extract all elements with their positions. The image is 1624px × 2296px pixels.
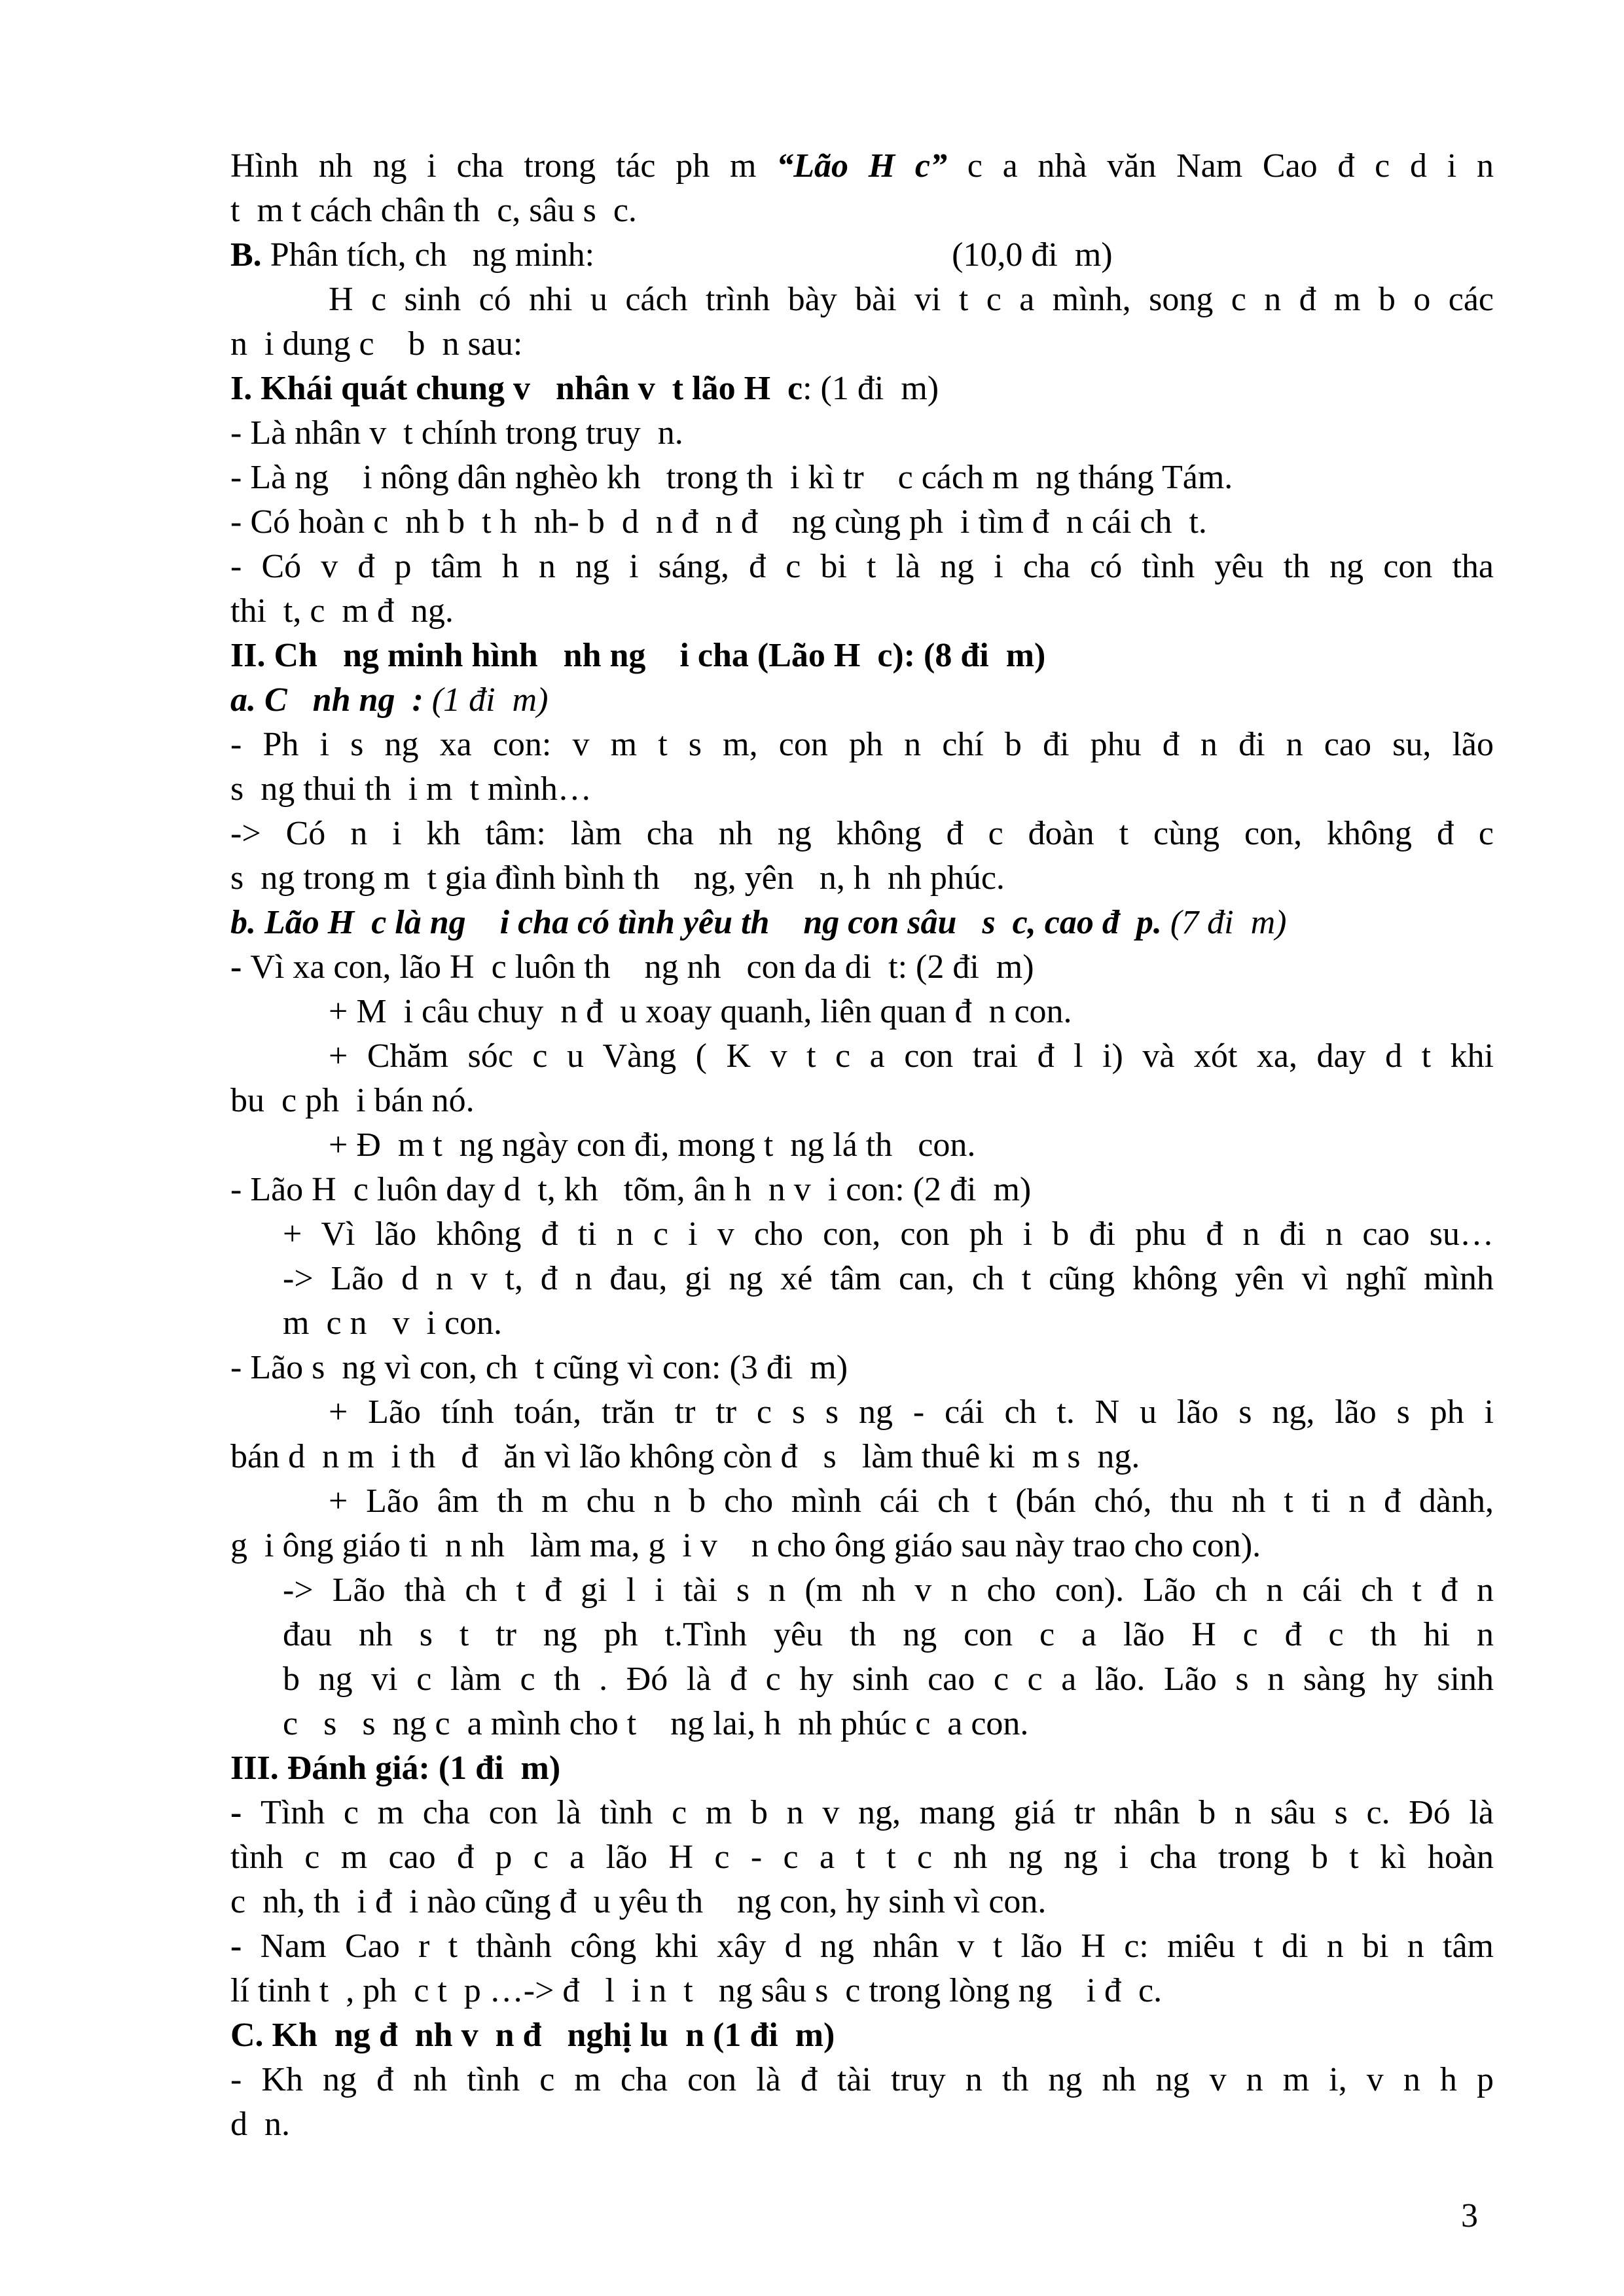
- text-line: [230, 767, 1494, 812]
- text-run: c nh, th i đ i nào cũng đ u yêu th ng con, hy sinh vì con.: [230, 1883, 1047, 1920]
- text-run: -> Lão thà ch t đ gi l i tài s n (m nh v n cho con). Lão ch n cái ch t đ n: [283, 1571, 1494, 1609]
- text-line: [230, 456, 1494, 500]
- text-run: b ng vi c làm c th . Đó là đ c hy sinh cao c c a lão. Lão s n sàng hy sinh: [283, 1660, 1494, 1698]
- text-run: d n.: [230, 2106, 290, 2143]
- text-line: [230, 1702, 1494, 1746]
- text-run: I. Khái quát chung v nhân v t lão H c: [230, 370, 803, 407]
- text-run: Tình c m cha con là tình c m b n v ng, mang giá tr nhân b n sâu s c. Đó là: [261, 1794, 1494, 1831]
- text-line: [230, 1613, 1494, 1657]
- text-run: s ng thui th i m t mình…: [230, 770, 592, 808]
- text-run: H c sinh có nhi u cách trình bày bài vi t c a mình, song c n đ m b o các: [329, 281, 1494, 318]
- text-run: + Chăm sóc c u Vàng ( K v t c a con trai đ l i) và xót xa, day d t khi: [329, 1037, 1494, 1075]
- text-run: a. C nh ng :: [230, 681, 432, 719]
- text-line: [230, 188, 1494, 233]
- text-line: [230, 233, 1494, 278]
- text-line: [230, 990, 1494, 1034]
- text-run: + Đ m t ng ngày con đi, mong t ng lá th con.: [329, 1126, 976, 1164]
- text-run: m c n v i con.: [283, 1304, 503, 1342]
- page-number: 3: [1461, 2197, 1478, 2234]
- text-run: -: [230, 1928, 261, 1965]
- text-run: - Có v đ p tâm h n ng i sáng, đ c bi t là ng i cha có tình yêu th ng con tha: [230, 548, 1494, 585]
- text-run: Phân tích, ch ng minh: (10,0 đi m): [261, 236, 1113, 274]
- text-run: g i ông giáo ti n nh làm ma, g i v n cho ông giáo sau này trao cho con).: [230, 1527, 1261, 1564]
- text-run: Vì xa con, lão H c luôn th ng nh con da di t: (2 đi m): [250, 948, 1034, 986]
- text-run: - Lão s ng vì con, ch t cũng vì con: (3 đi m): [230, 1349, 848, 1386]
- text-line: [230, 1479, 1494, 1524]
- text-line: [230, 723, 1494, 767]
- text-run: -: [230, 1794, 261, 1831]
- text-run: tình c m cao đ p c a lão H c - c a t t c nh ng ng i cha trong b t kì hoàn: [230, 1839, 1494, 1876]
- text-run: s ng trong m t gia đình bình th ng, yên n, h nh phúc.: [230, 859, 1005, 897]
- text-run: + Lão âm th m chu n b cho mình cái ch t (bán chó, thu nh t ti n đ dành,: [329, 1482, 1494, 1520]
- text-line: [230, 856, 1494, 901]
- text-line: [230, 1079, 1494, 1123]
- text-line: [230, 1346, 1494, 1390]
- text-run: + M i câu chuy n đ u xoay quanh, liên quan đ n con.: [329, 993, 1072, 1030]
- text-run: Nam Cao r t thành công khi xây d ng nhân v t lão H c: miêu t di n bi n tâm: [260, 1928, 1494, 1965]
- text-line: [230, 1524, 1494, 1568]
- text-line: [230, 1034, 1494, 1079]
- text-line: [230, 1657, 1494, 1702]
- text-run: - Có hoàn c nh b t h nh- b d n đ n đ ng cùng ph i tìm đ n cái ch t.: [230, 503, 1207, 541]
- text-run: : (1 đi m): [803, 370, 939, 407]
- text-run: Hình nh ng i cha trong tác ph m: [230, 147, 777, 185]
- text-run: đau nh s t tr ng ph t.Tình yêu th ng con c a lão H c đ c th hi n: [283, 1616, 1494, 1653]
- text-run: + Lão tính toán, trăn tr tr c s s ng - cái ch t. N u lão s ng, lão s ph i: [329, 1393, 1494, 1431]
- text-run: + Vì lão không đ ti n c i v cho con, con ph i b đi phu đ n đi n cao su…: [283, 1215, 1494, 1253]
- text-run: c s s ng c a mình cho t ng lai, h nh phúc c a con.: [283, 1705, 1029, 1742]
- text-run: - Kh ng đ nh tình c m cha con là đ tài truy n th ng nh ng v n m i, v n h p: [230, 2061, 1494, 2098]
- text-line: [230, 1880, 1494, 1924]
- text-line: [230, 945, 1494, 990]
- text-line: [230, 812, 1494, 856]
- text-line: [230, 1212, 1494, 1257]
- text-run: (1 đi m): [431, 681, 549, 719]
- text-line: [230, 545, 1494, 589]
- text-run: b. Lão H c là ng i cha có tình yêu th ng con sâu s c, cao đ p.: [230, 904, 1170, 941]
- text-line: [230, 411, 1494, 456]
- text-line: [230, 1568, 1494, 1613]
- text-line: [230, 1301, 1494, 1346]
- text-run: II. Ch ng minh hình nh ng i cha (Lão H c): (8 đi m): [230, 637, 1046, 674]
- text-run: n i dung c b n sau:: [230, 325, 523, 363]
- text-run: lí tinh t , ph c t p …-> đ l i n t ng sâu s c trong lòng ng i đ c.: [230, 1972, 1163, 2009]
- text-run: -> Lão d n v t, đ n đau, gi ng xé tâm can, ch t cũng không yên vì nghĩ mình: [283, 1260, 1494, 1297]
- text-line: [230, 322, 1494, 367]
- text-line: [230, 1390, 1494, 1435]
- text-line: [230, 1924, 1494, 1969]
- text-run: - Lão H c luôn day d t, kh tõm, ân h n v i con: (2 đi m): [230, 1171, 1032, 1208]
- text-run: c a nhà văn Nam Cao đ c d i n: [947, 147, 1494, 185]
- text-line: [230, 1746, 1494, 1791]
- text-run: - Là ng i nông dân nghèo kh trong th i kì tr c cách m ng tháng Tám.: [230, 459, 1233, 496]
- text-run: - Ph i s ng xa con: v m t s m, con ph n chí b đi phu đ n đi n cao su, lão: [230, 726, 1494, 763]
- text-line: [230, 589, 1494, 634]
- text-line: [230, 678, 1494, 723]
- text-run: - Là nhân v t chính trong truy n.: [230, 414, 683, 452]
- text-line: [230, 1791, 1494, 1835]
- text-run: -> Có n i kh tâm: làm cha nh ng không đ c đoàn t cùng con, không đ c: [230, 815, 1494, 852]
- text-line: [230, 1257, 1494, 1301]
- text-line: [230, 1835, 1494, 1880]
- document-body: [230, 144, 1494, 2147]
- text-run: t m t cách chân th c, sâu s c.: [230, 192, 637, 229]
- text-line: [230, 2013, 1494, 2058]
- text-run: “Lão H c”: [776, 147, 947, 185]
- text-line: [230, 1168, 1494, 1212]
- text-line: [230, 1435, 1494, 1479]
- text-run: B.: [230, 236, 262, 274]
- text-line: [230, 278, 1494, 322]
- text-run: thi t, c m đ ng.: [230, 592, 454, 630]
- text-run: bán d n m i th đ ăn vì lão không còn đ s làm thuê ki m s ng.: [230, 1438, 1140, 1475]
- text-run: (7 đi m): [1170, 904, 1287, 941]
- text-line: [230, 901, 1494, 945]
- text-line: [230, 367, 1494, 411]
- text-line: [230, 500, 1494, 545]
- text-run: -: [230, 948, 251, 986]
- text-line: [230, 1123, 1494, 1168]
- text-line: [230, 634, 1494, 678]
- text-run: III. Đánh giá: (1 đi m): [230, 1749, 561, 1787]
- text-line: [230, 2058, 1494, 2102]
- text-line: [230, 144, 1494, 188]
- text-run: bu c ph i bán nó.: [230, 1082, 475, 1119]
- text-run: C. Kh ng đ nh v n đ nghị lu n (1 đi m): [230, 2017, 835, 2054]
- text-line: [230, 1969, 1494, 2013]
- text-line: [230, 2102, 1494, 2147]
